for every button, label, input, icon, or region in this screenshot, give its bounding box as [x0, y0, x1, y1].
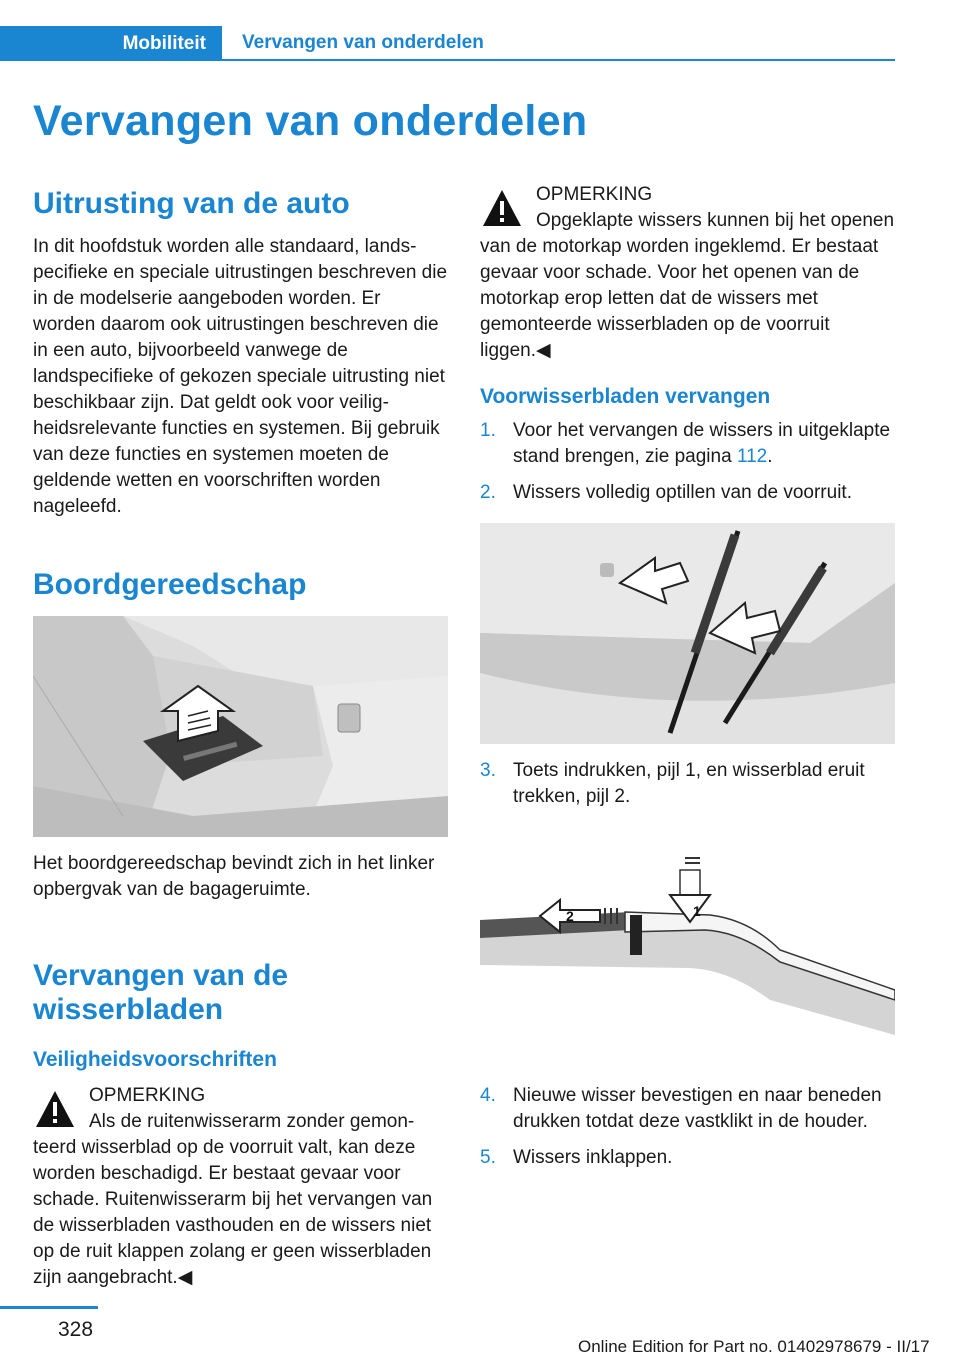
header-chapter-tab: Vervangen van onderdelen: [222, 26, 895, 61]
steps-list-b: [480, 758, 895, 810]
steps-list-a: [480, 418, 895, 506]
step-number: 1.: [480, 420, 496, 441]
step-item: [480, 1145, 895, 1171]
section-heading-boordgereedschap: Boordgereedschap: [33, 568, 307, 601]
boordgereedschap-figure: [33, 616, 448, 837]
page-link[interactable]: 112: [736, 446, 768, 467]
uitrusting-text: In dit hoofdstuk worden alle standaard, landspecifieke en speciale uitrustingen beschreven die in de modelserie aangeboden worden. Er worden daarom ook uitrustingen beschreven die in een auto, bijvoorbeeld vanwege de landspecifieke of gekozen speciale uitrusting niet beschikbaar zijn. Dat geldt ook voor veiligheidsrelevante functies en systemen. Bij gebruik van deze functies en systemen moeten de geldende wetten en voorschriften worden nageleefd.: [33, 236, 448, 517]
right-column: [480, 182, 895, 1171]
section-heading-uitrusting: Uitrusting van de auto: [33, 187, 350, 220]
step-item: [480, 1083, 895, 1135]
wiper-blade-removal-figure: [480, 850, 895, 1071]
step-text: Nieuwe wisser bevestigen en naar beneden drukken totdat deze vastklikt in de houder.: [513, 1085, 882, 1132]
arrow-2-label: 2: [566, 908, 574, 924]
wipers-windshield-figure: [480, 523, 895, 744]
step-item: [480, 418, 895, 470]
warning-text: Opgeklapte wissers kunnen bij het openen van de motorkap worden ingeklemd. Er bestaat gevaar voor schade. Voor het openen van de motorkap erop letten dat de wissers met gemonteerde wisserbladen op de voorruit liggen.◀: [480, 210, 895, 361]
warning-triangle-icon: [480, 186, 524, 230]
step-number: 3.: [480, 760, 496, 781]
step-item: [480, 480, 895, 506]
step-text: Wissers volledig optillen van de voorruit.: [513, 482, 852, 503]
edition-text: Online Edition for Part no. 01402978679 - II/17: [578, 1337, 930, 1356]
warning-text: Als de ruitenwisserarm zonder gemonteerd wisserblad op de voorruit valt, kan deze worden beschadigd. Er bestaat gevaar voor schade. Ruitenwisserarm bij het vervangen van de wisserbladen vasthouden en de wissers niet op de ruit klappen zolang er geen wisserbladen zijn aangebracht.◀: [33, 1111, 433, 1288]
subheading-veiligheid: Veiligheidsvoorschriften: [33, 1048, 277, 1071]
page-number: 328: [58, 1318, 94, 1341]
step-text: Voor het vervangen de wissers in uitgeklapte stand brengen, zie pagina: [513, 420, 891, 467]
warning-triangle-icon: [33, 1087, 77, 1131]
step-text-end: .: [767, 446, 773, 467]
header-section-tab: Mobiliteit: [0, 26, 222, 61]
boordgereedschap-text: Het boordgereedschap bevindt zich in het linker opbergvak van de bagageruimte.: [33, 853, 435, 900]
page-title: Vervangen van onderdelen: [33, 97, 588, 145]
step-number: 4.: [480, 1085, 496, 1106]
section-heading-wisserbladen: Vervangen van de wisserbladen: [33, 959, 289, 1026]
warning-block-left: [33, 1083, 448, 1291]
step-text: Wissers inklappen.: [513, 1147, 673, 1168]
left-column: [33, 180, 448, 1291]
warning-block-right: [480, 182, 895, 364]
step-number: 5.: [480, 1147, 496, 1168]
subheading-voorwisserbladen: Voorwisserbladen vervangen: [480, 385, 771, 408]
step-text: Toets indrukken, pijl 1, en wisserblad eruit trekken, pijl 2.: [513, 760, 865, 807]
footer-rule: [0, 1306, 98, 1309]
steps-list-c: [480, 1083, 895, 1171]
warning-title: OPMERKING: [536, 184, 653, 205]
step-number: 2.: [480, 482, 496, 503]
warning-title: OPMERKING: [89, 1085, 206, 1106]
arrow-1-label: 1: [693, 903, 701, 919]
step-item: [480, 758, 895, 810]
